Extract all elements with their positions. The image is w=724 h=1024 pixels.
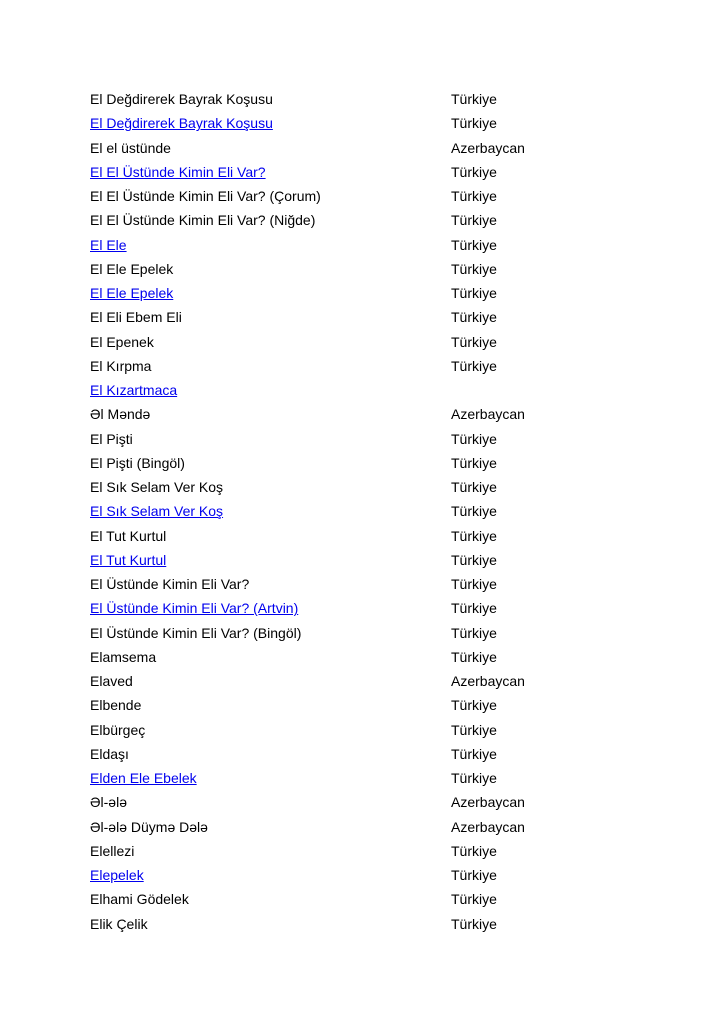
game-name: El Ele Epelek [90,260,174,277]
country: Türkiye [451,648,497,665]
list-item [90,841,650,865]
list-item [90,720,650,744]
list-item [90,283,650,307]
list-item [90,623,650,647]
country: Türkiye [451,600,497,617]
list-item [90,235,650,259]
list-item [90,89,650,113]
list-item [90,453,650,477]
list-item [90,380,650,404]
list-item [90,744,650,768]
country: Türkiye [451,624,497,641]
list-item [90,113,650,137]
game-name: Elamsema [90,648,157,665]
list-item [90,647,650,671]
list-item [90,792,650,816]
country: Türkiye [451,576,497,592]
country: Türkiye [451,915,497,932]
list-item [90,477,650,501]
country: Türkiye [451,527,497,544]
game-name: El Eli Ebem Eli [90,309,182,326]
country: Azerbaycan [451,818,525,835]
game-name-link[interactable]: El Ele [90,236,127,253]
country: Türkiye [451,479,497,495]
list-item [90,356,650,380]
country: Türkiye [451,115,497,132]
game-name-link[interactable]: El Üstünde Kimin Eli Var? (Artvin) [90,600,299,617]
list-item [90,598,650,622]
country: Türkiye [451,697,497,714]
game-name: Əl-ələ Düymə Dələ [90,818,208,835]
game-name-link[interactable]: El Değdirerek Bayrak Koşusu [90,115,273,132]
country: Türkiye [451,285,497,301]
country: Türkiye [451,745,497,762]
game-name: Əl-ələ [90,794,127,811]
list-item [90,501,650,525]
game-name-link[interactable]: El Tut Kurtul [90,551,167,568]
list-item [90,914,650,938]
country: Türkiye [451,721,497,738]
game-name: Elbürgeç [90,721,146,738]
game-name: El Kırpma [90,357,152,374]
list-item [90,186,650,210]
country: Türkiye [451,430,497,447]
game-name-link[interactable]: El Ele Epelek [90,285,174,301]
list-item [90,526,650,550]
list-item [90,332,650,356]
game-name: El Değdirerek Bayrak Koşusu [90,91,273,107]
game-name-link[interactable]: El Sık Selam Ver Koş [90,503,224,520]
game-name-link[interactable]: El El Üstünde Kimin Eli Var? [90,163,266,180]
list-item [90,162,650,186]
list-item [90,307,650,331]
country: Azerbaycan [451,673,525,689]
list-item [90,259,650,283]
country: Azerbaycan [451,139,525,156]
country: Türkiye [451,503,497,520]
country: Azerbaycan [451,794,525,811]
country: Türkiye [451,212,497,229]
country: Türkiye [451,91,497,107]
game-name: El Sık Selam Ver Koş [90,479,224,495]
country: Türkiye [451,770,497,786]
country: Türkiye [451,551,497,568]
game-name: El El Üstünde Kimin Eli Var? (Niğde) [90,212,316,229]
game-name: Əl Məndə [90,406,151,423]
game-name: El Üstünde Kimin Eli Var? (Bingöl) [90,624,302,641]
game-name-link[interactable]: Elden Ele Ebelek [90,770,197,786]
list-item [90,210,650,234]
list-item [90,768,650,792]
country: Azerbaycan [451,406,525,423]
country: Türkiye [451,260,497,277]
list-item [90,404,650,428]
game-name: Elbende [90,697,142,714]
list-item [90,550,650,574]
list-item [90,865,650,889]
list-item [90,817,650,841]
list-item [90,671,650,695]
game-name: El Pişti [90,430,133,447]
game-name: Elik Çelik [90,915,148,932]
game-name: El el üstünde [90,139,171,156]
country: Türkiye [451,333,497,350]
game-name: El Üstünde Kimin Eli Var? [90,576,250,592]
country: Türkiye [451,842,497,859]
game-name: Elhami Gödelek [90,891,189,908]
country: Türkiye [451,163,497,180]
game-name-link[interactable]: Elepelek [90,867,144,883]
country: Türkiye [451,867,497,883]
country: Türkiye [451,188,497,204]
country: Türkiye [451,891,497,908]
game-name: El Epenek [90,333,154,350]
country: Türkiye [451,236,497,253]
list-item [90,574,650,598]
country: Türkiye [451,357,497,374]
game-name: Eldaşı [90,745,129,762]
game-name: Elellezi [90,842,135,859]
list-item [90,429,650,453]
country: Türkiye [451,309,497,326]
game-list [90,89,650,938]
list-item [90,695,650,719]
game-name-link[interactable]: El Kızartmaca [90,382,178,398]
country: Türkiye [451,454,497,471]
game-name: El Tut Kurtul [90,527,167,544]
list-item [90,138,650,162]
game-name: El El Üstünde Kimin Eli Var? (Çorum) [90,188,321,204]
game-name: Elaved [90,673,133,689]
list-item [90,889,650,913]
game-name: El Pişti (Bingöl) [90,454,185,471]
